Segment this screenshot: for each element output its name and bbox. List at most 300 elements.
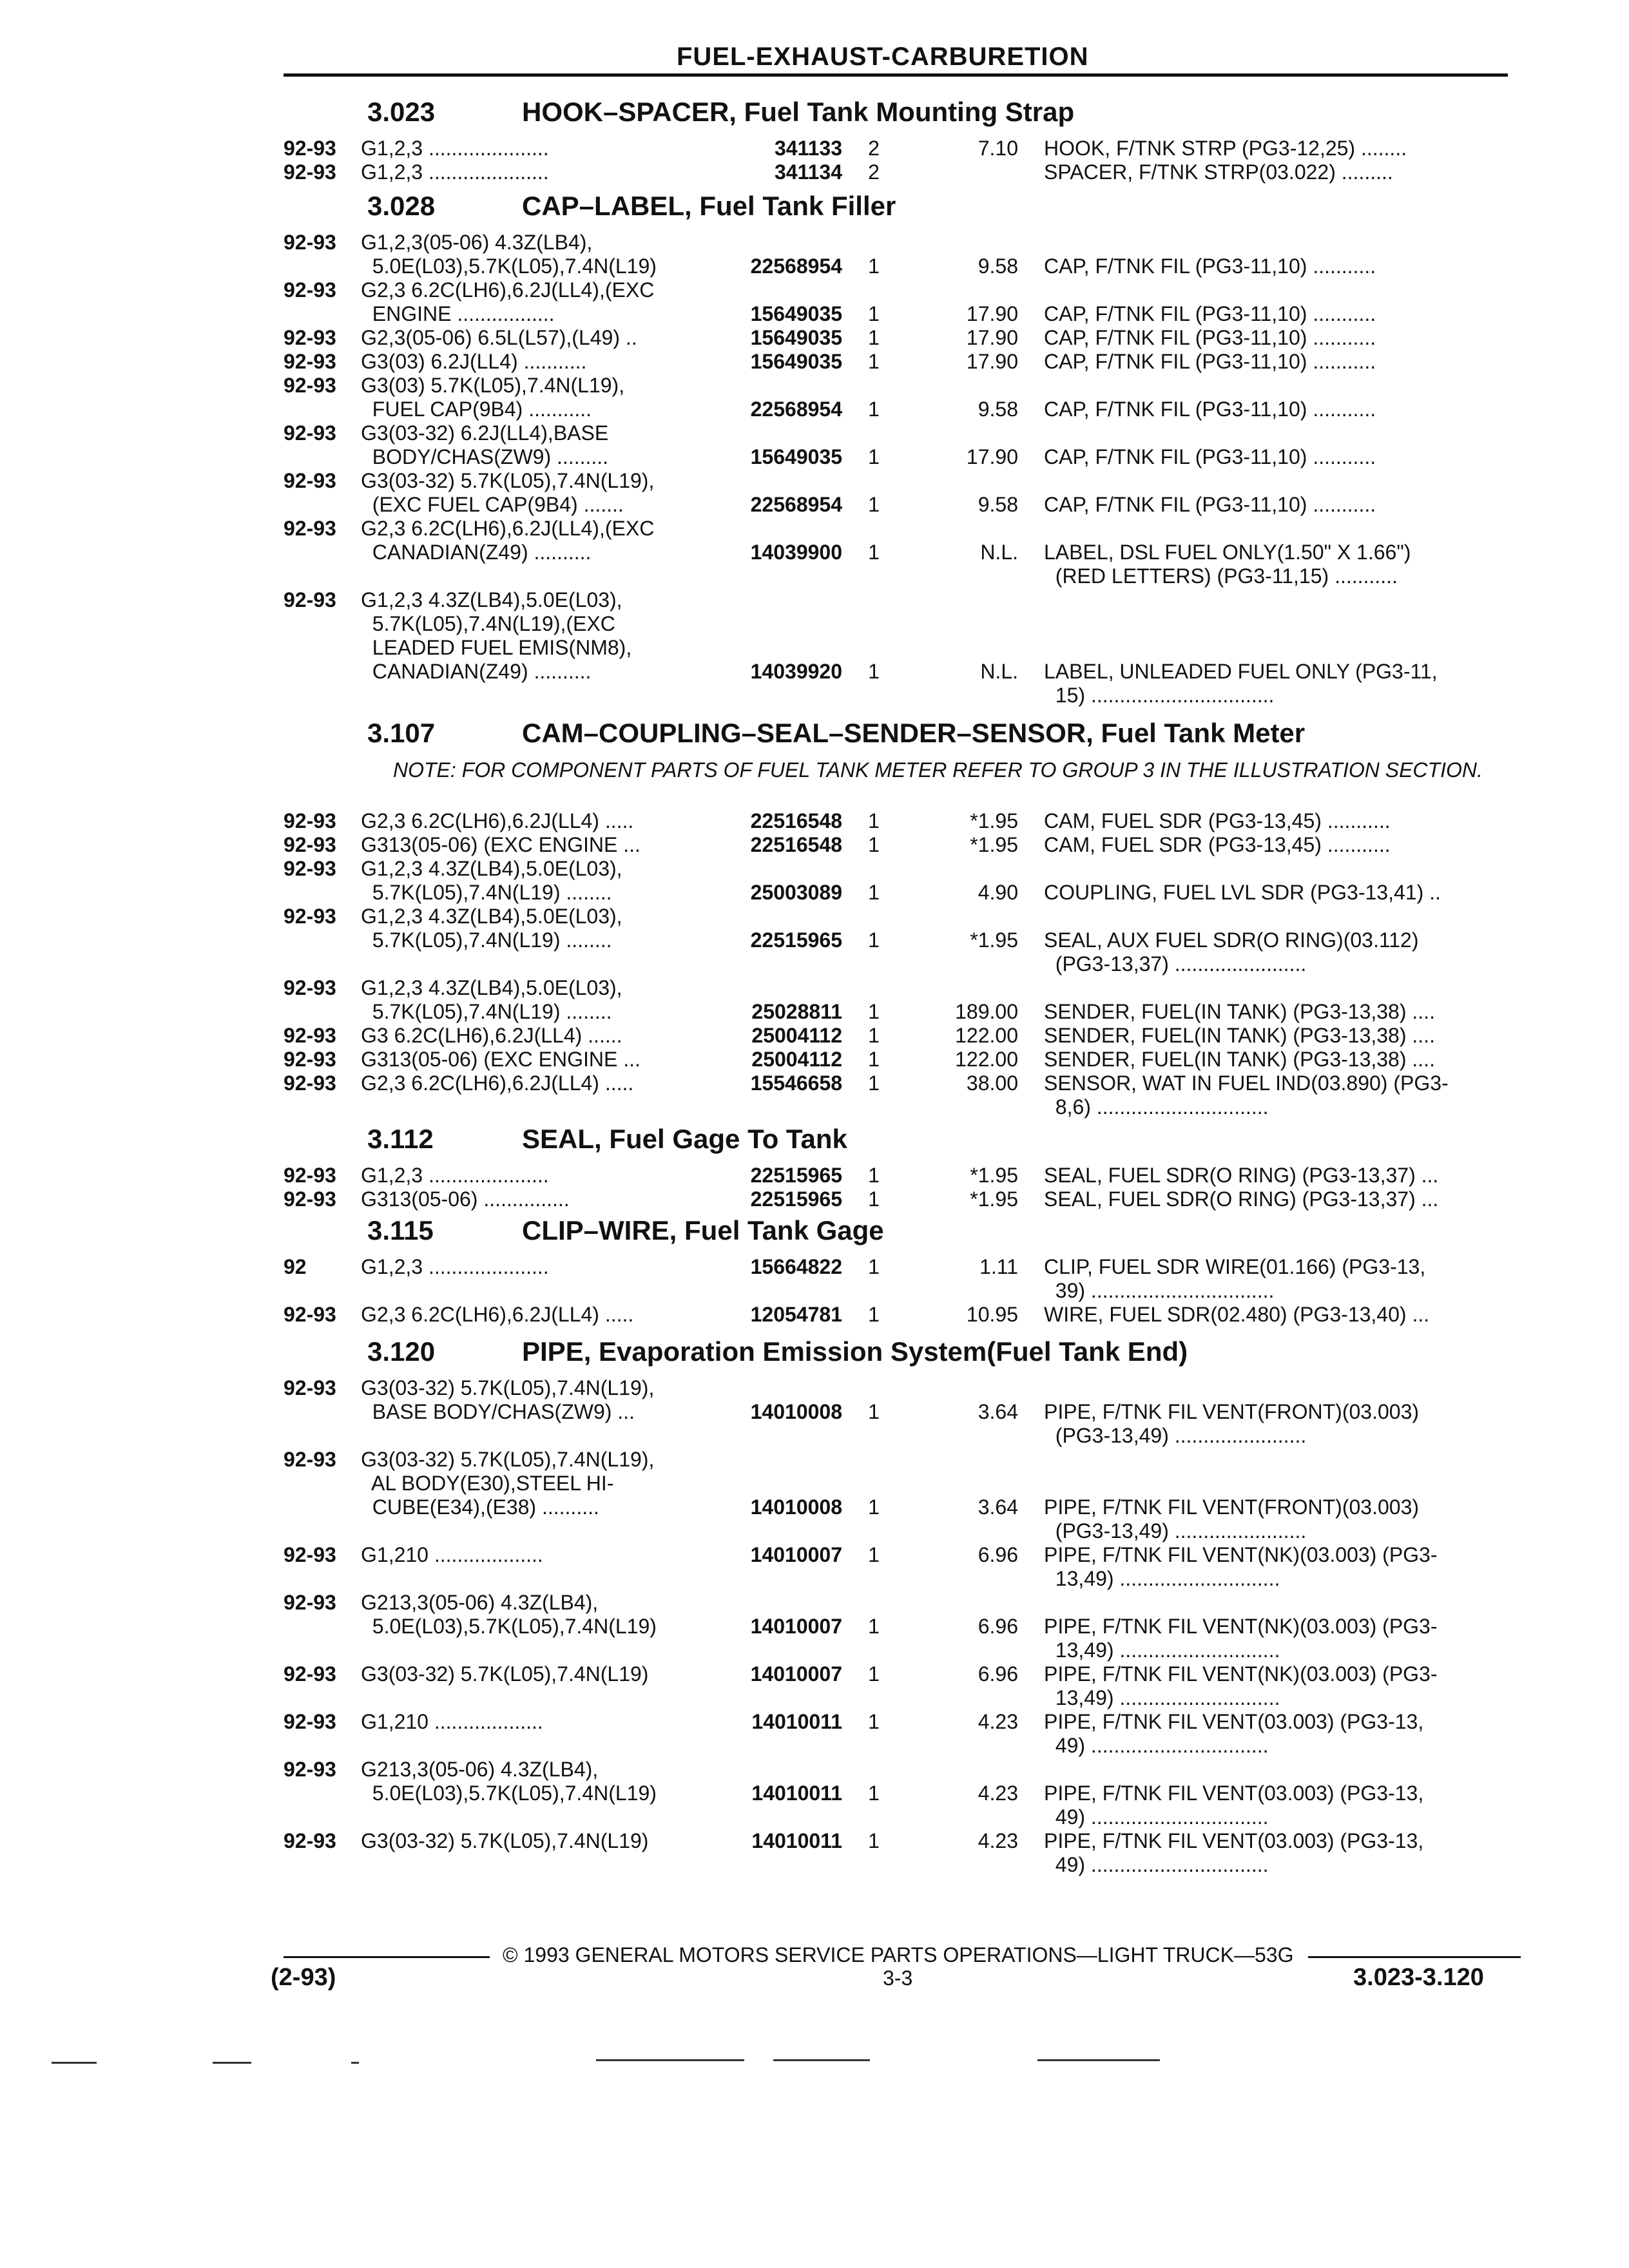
application-line: G1,2,3 ..................... (361, 1164, 549, 1187)
model-year: 92-93 (284, 857, 336, 880)
description (1044, 445, 1508, 469)
section-title: CAP–LABEL, Fuel Tank Filler (522, 191, 896, 221)
quantity: 1 (868, 1710, 880, 1733)
quantity: 1 (868, 445, 880, 468)
price: 4.23 (978, 1829, 1018, 1852)
application-line: G313(05-06) (EXC ENGINE ... (361, 833, 641, 856)
description (1044, 1255, 1508, 1303)
model-year: 92-93 (284, 1187, 336, 1211)
application-line: G2,3 6.2C(LH6),6.2J(LL4),(EXC (361, 517, 655, 540)
description (1044, 1662, 1508, 1710)
price: 17.90 (966, 326, 1018, 349)
description-line: SPACER, F/TNK STRP(03.022) ......... (1044, 160, 1393, 184)
quantity: 1 (868, 1024, 880, 1047)
part-row (0, 374, 1629, 421)
model-year: 92-93 (284, 137, 336, 160)
model-year: 92-93 (284, 1662, 336, 1686)
description (1044, 1495, 1508, 1543)
part-number: 14010007 (750, 1615, 842, 1638)
description (1044, 1048, 1508, 1072)
part-row (0, 137, 1629, 160)
price: 7.10 (978, 137, 1018, 160)
part-number: 15649035 (750, 302, 842, 325)
quantity: 1 (868, 1164, 880, 1187)
section-title: HOOK–SPACER, Fuel Tank Mounting Strap (522, 97, 1075, 127)
price: 9.58 (978, 398, 1018, 421)
quantity: 1 (868, 1495, 880, 1519)
price: 4.23 (978, 1710, 1018, 1733)
part-number: 341134 (774, 160, 842, 184)
description-line: LABEL, UNLEADED FUEL ONLY (PG3-11, (1044, 660, 1438, 683)
model-year: 92-93 (284, 160, 336, 184)
quantity: 1 (868, 541, 880, 564)
part-row (0, 1448, 1629, 1542)
description-line: PIPE, F/TNK FIL VENT(03.003) (PG3-13, (1044, 1710, 1424, 1733)
description-line: COUPLING, FUEL LVL SDR (PG3-13,41) .. (1044, 881, 1441, 904)
price: 6.96 (978, 1662, 1018, 1686)
part-number: 22515965 (750, 1164, 842, 1187)
quantity: 1 (868, 1400, 880, 1423)
description-line: (RED LETTERS) (PG3-11,15) ........... (1044, 564, 1398, 588)
model-year: 92-93 (284, 469, 336, 492)
part-number: 15546658 (750, 1072, 842, 1095)
section-number: 3.023 (367, 97, 436, 127)
quantity: 1 (868, 493, 880, 516)
part-number: 25004112 (751, 1048, 842, 1071)
description-line: 49) ............................... (1044, 1853, 1269, 1876)
description-line: CLIP, FUEL SDR WIRE(01.166) (PG3-13, (1044, 1255, 1426, 1278)
application-line: G1,2,3 ..................... (361, 1255, 549, 1278)
quantity: 1 (868, 1048, 880, 1071)
description-line: (PG3-13,37) ....................... (1044, 952, 1307, 975)
application-line: 5.7K(L05),7.4N(L19) ........ (361, 881, 612, 904)
quantity: 1 (868, 255, 880, 278)
quantity: 2 (868, 160, 880, 184)
section-title: SEAL, Fuel Gage To Tank (522, 1124, 847, 1154)
application (361, 469, 718, 517)
application (361, 809, 718, 833)
description (1044, 1615, 1508, 1662)
description (1044, 1829, 1508, 1877)
application-line: G1,2,3(05-06) 4.3Z(LB4), (361, 231, 593, 254)
application (361, 976, 718, 1024)
footer-copyright: © 1993 GENERAL MOTORS SERVICE PARTS OPERATIONS—LIGHT TRUCK—53G (503, 1943, 1294, 1966)
part-number: 22516548 (750, 833, 842, 856)
model-year: 92-93 (284, 278, 336, 302)
model-year: 92-93 (284, 1448, 336, 1471)
application (361, 1376, 718, 1424)
application-line: G3 6.2C(LH6),6.2J(LL4) ...... (361, 1024, 622, 1047)
model-year: 92-93 (284, 326, 336, 349)
part-row (0, 350, 1629, 374)
part-row (0, 857, 1629, 905)
description-line: PIPE, F/TNK FIL VENT(03.003) (PG3-13, (1044, 1782, 1424, 1805)
price: *1.95 (970, 1187, 1018, 1211)
description-line: PIPE, F/TNK FIL VENT(NK)(03.003) (PG3- (1044, 1543, 1438, 1566)
application-line: G2,3 6.2C(LH6),6.2J(LL4) ..... (361, 1303, 634, 1326)
application-line: G1,210 ................... (361, 1543, 543, 1566)
description-line: (PG3-13,49) ....................... (1044, 1519, 1307, 1542)
application-line: CANADIAN(Z49) .......... (361, 660, 592, 683)
price: *1.95 (970, 833, 1018, 856)
quantity: 1 (868, 1543, 880, 1566)
description (1044, 1072, 1508, 1119)
description-line: SENDER, FUEL(IN TANK) (PG3-13,38) .... (1044, 1000, 1435, 1023)
quantity: 1 (868, 1829, 880, 1852)
price: *1.95 (970, 1164, 1018, 1187)
description-line: SEAL, AUX FUEL SDR(O RING)(03.112) (1044, 928, 1419, 952)
part-number: 14010011 (751, 1782, 842, 1805)
model-year: 92-93 (284, 374, 336, 397)
quantity: 1 (868, 1782, 880, 1805)
price: 1.11 (979, 1255, 1018, 1278)
quantity: 1 (868, 833, 880, 856)
description (1044, 881, 1508, 905)
application-line: G3(03-32) 6.2J(LL4),BASE (361, 421, 609, 445)
part-number: 14010007 (750, 1662, 842, 1686)
description (1044, 1164, 1508, 1187)
description (1044, 1400, 1508, 1448)
application (361, 421, 718, 469)
description (1044, 1187, 1508, 1211)
price: 4.23 (978, 1782, 1018, 1805)
section-number: 3.028 (367, 191, 436, 221)
description (1044, 350, 1508, 374)
model-year: 92-93 (284, 833, 336, 856)
application (361, 588, 718, 684)
scan-mark (1037, 2059, 1160, 2061)
price: *1.95 (970, 809, 1018, 832)
description-line: 49) ............................... (1044, 1734, 1269, 1757)
description (1044, 326, 1508, 350)
model-year: 92-93 (284, 1164, 336, 1187)
application (361, 1543, 718, 1567)
part-row (0, 326, 1629, 350)
description-line: CAP, F/TNK FIL (PG3-11,10) ........... (1044, 302, 1376, 325)
model-year: 92-93 (284, 588, 336, 611)
model-year: 92-93 (284, 1072, 336, 1095)
application-line: G213,3(05-06) 4.3Z(LB4), (361, 1758, 599, 1781)
part-number: 25028811 (751, 1000, 842, 1023)
part-row (0, 278, 1629, 326)
model-year: 92-93 (284, 1591, 336, 1614)
description-line: CAM, FUEL SDR (PG3-13,45) ........... (1044, 809, 1391, 832)
part-row (0, 588, 1629, 707)
quantity: 1 (868, 881, 880, 904)
part-number: 22568954 (750, 255, 842, 278)
model-year: 92-93 (284, 1710, 336, 1733)
model-year: 92-93 (284, 1376, 336, 1399)
footer-page-number: 3-3 (883, 1966, 913, 1990)
part-number: 14010011 (751, 1710, 842, 1733)
application (361, 1829, 718, 1853)
part-row (0, 1829, 1629, 1877)
quantity: 1 (868, 928, 880, 952)
footer-rule-left (284, 1956, 490, 1958)
application-line: G2,3 6.2C(LH6),6.2J(LL4),(EXC (361, 278, 655, 302)
part-number: 25004112 (751, 1024, 842, 1047)
application-line: 5.7K(L05),7.4N(L19) ........ (361, 928, 612, 952)
quantity: 1 (868, 302, 880, 325)
description-line: SENDER, FUEL(IN TANK) (PG3-13,38) .... (1044, 1048, 1435, 1071)
application (361, 278, 718, 326)
application-line: (EXC FUEL CAP(9B4) ....... (361, 493, 624, 516)
description (1044, 833, 1508, 857)
application (361, 137, 718, 160)
application (361, 1591, 718, 1639)
part-row (0, 1164, 1629, 1187)
application (361, 326, 718, 350)
application (361, 1072, 718, 1095)
price: 9.58 (978, 255, 1018, 278)
application (361, 833, 718, 857)
description (1044, 398, 1508, 421)
application-line: G3(03-32) 5.7K(L05),7.4N(L19) (361, 1662, 649, 1686)
part-number: 15664822 (750, 1255, 842, 1278)
part-row (0, 1072, 1629, 1119)
description-line: SEAL, FUEL SDR(O RING) (PG3-13,37) ... (1044, 1187, 1439, 1211)
part-row (0, 1710, 1629, 1758)
quantity: 1 (868, 1072, 880, 1095)
scan-mark (213, 2062, 251, 2064)
scan-mark (596, 2059, 744, 2061)
application-line: G1,2,3 4.3Z(LB4),5.0E(L03), (361, 905, 622, 928)
description-line: SENDER, FUEL(IN TANK) (PG3-13,38) .... (1044, 1024, 1435, 1047)
part-number: 22515965 (750, 1187, 842, 1211)
description (1044, 928, 1508, 976)
footer-date: (2-93) (271, 1964, 336, 1991)
part-row (0, 905, 1629, 975)
part-row (0, 1048, 1629, 1072)
description-line: CAP, F/TNK FIL (PG3-11,10) ........... (1044, 350, 1376, 373)
price: 189.00 (955, 1000, 1018, 1023)
application (361, 1255, 718, 1279)
application (361, 374, 718, 421)
description (1044, 1543, 1508, 1591)
application-line: G2,3(05-06) 6.5L(L57),(L49) .. (361, 326, 637, 349)
application-line: BASE BODY/CHAS(ZW9) ... (361, 1400, 635, 1423)
application (361, 1662, 718, 1686)
part-number: 14039920 (750, 660, 842, 683)
application (361, 1048, 718, 1072)
part-row (0, 469, 1629, 517)
part-number: 22516548 (750, 809, 842, 832)
quantity: 2 (868, 137, 880, 160)
application-line: 5.7K(L05),7.4N(L19) ........ (361, 1000, 612, 1023)
part-number: 25003089 (750, 881, 842, 904)
application (361, 517, 718, 564)
part-number: 15649035 (750, 350, 842, 373)
price: 6.96 (978, 1543, 1018, 1566)
part-row (0, 1024, 1629, 1048)
header-rule (284, 73, 1508, 77)
price: 9.58 (978, 493, 1018, 516)
description-line: 8,6) .............................. (1044, 1095, 1269, 1119)
model-year: 92-93 (284, 1048, 336, 1071)
application-line: G313(05-06) (EXC ENGINE ... (361, 1048, 641, 1071)
application-line: G1,2,3 ..................... (361, 137, 549, 160)
part-row (0, 421, 1629, 469)
description-line: 49) ............................... (1044, 1805, 1269, 1829)
part-row (0, 1758, 1629, 1829)
section-note: NOTE: FOR COMPONENT PARTS OF FUEL TANK METER REFER TO GROUP 3 IN THE ILLUSTRATION SECTION. (393, 758, 1483, 782)
description-line: CAP, F/TNK FIL (PG3-11,10) ........... (1044, 255, 1376, 278)
price: 17.90 (966, 445, 1018, 468)
application (361, 231, 718, 278)
quantity: 1 (868, 326, 880, 349)
application-line: G3(03-32) 5.7K(L05),7.4N(L19) (361, 1829, 649, 1852)
application (361, 350, 718, 374)
part-number: 14010007 (750, 1543, 842, 1566)
description-line: PIPE, F/TNK FIL VENT(NK)(03.003) (PG3- (1044, 1662, 1438, 1686)
part-number: 22515965 (750, 928, 842, 952)
description-line: 13,49) ............................ (1044, 1639, 1280, 1662)
part-number: 14010011 (751, 1829, 842, 1852)
description-line: PIPE, F/TNK FIL VENT(03.003) (PG3-13, (1044, 1829, 1424, 1852)
model-year: 92-93 (284, 231, 336, 254)
model-year: 92-93 (284, 1303, 336, 1326)
description-line: 13,49) ............................ (1044, 1567, 1280, 1590)
application-line: 5.0E(L03),5.7K(L05),7.4N(L19) (361, 255, 657, 278)
scan-mark (773, 2059, 870, 2061)
part-number: 14010008 (750, 1400, 842, 1423)
quantity: 1 (868, 660, 880, 683)
description (1044, 160, 1508, 184)
part-number: 12054781 (750, 1303, 842, 1326)
description (1044, 1000, 1508, 1024)
price: 122.00 (955, 1048, 1018, 1071)
part-number: 15649035 (750, 445, 842, 468)
application-line: G213,3(05-06) 4.3Z(LB4), (361, 1591, 599, 1614)
part-row (0, 1376, 1629, 1447)
quantity: 1 (868, 1000, 880, 1023)
part-row (0, 809, 1629, 833)
description-line: PIPE, F/TNK FIL VENT(FRONT)(03.003) (1044, 1400, 1420, 1423)
part-row (0, 1187, 1629, 1211)
application-line: G2,3 6.2C(LH6),6.2J(LL4) ..... (361, 809, 634, 832)
model-year: 92-93 (284, 976, 336, 999)
application-line: G3(03-32) 5.7K(L05),7.4N(L19), (361, 1448, 655, 1471)
price: 6.96 (978, 1615, 1018, 1638)
application-line: G1,210 ................... (361, 1710, 543, 1733)
price: 17.90 (966, 302, 1018, 325)
application (361, 1187, 718, 1211)
part-row (0, 1255, 1629, 1303)
application (361, 1710, 718, 1734)
description-line: SENSOR, WAT IN FUEL IND(03.890) (PG3- (1044, 1072, 1449, 1095)
description-line: WIRE, FUEL SDR(02.480) (PG3-13,40) ... (1044, 1303, 1430, 1326)
price: 3.64 (978, 1400, 1018, 1423)
section-title: CAM–COUPLING–SEAL–SENDER–SENSOR, Fuel Tank Meter (522, 718, 1306, 748)
application-line: FUEL CAP(9B4) ........... (361, 398, 592, 421)
description (1044, 1303, 1508, 1327)
section-number: 3.107 (367, 718, 436, 748)
model-year: 92-93 (284, 809, 336, 832)
section-number: 3.112 (367, 1124, 434, 1154)
part-row (0, 1591, 1629, 1662)
application (361, 1303, 718, 1327)
part-row (0, 1303, 1629, 1327)
description (1044, 1024, 1508, 1048)
price: 4.90 (978, 881, 1018, 904)
section-number: 3.115 (367, 1215, 434, 1245)
model-year: 92-93 (284, 905, 336, 928)
description-line: PIPE, F/TNK FIL VENT(NK)(03.003) (PG3- (1044, 1615, 1438, 1638)
description-line: 13,49) ............................ (1044, 1686, 1280, 1709)
section-title: CLIP–WIRE, Fuel Tank Gage (522, 1215, 884, 1245)
application-line: CANADIAN(Z49) .......... (361, 541, 592, 564)
part-row (0, 231, 1629, 278)
model-year: 92-93 (284, 1024, 336, 1047)
quantity: 1 (868, 809, 880, 832)
quantity: 1 (868, 1615, 880, 1638)
application-line: G1,2,3 4.3Z(LB4),5.0E(L03), (361, 857, 622, 880)
description-line: LABEL, DSL FUEL ONLY(1.50" X 1.66") (1044, 541, 1411, 564)
model-year: 92-93 (284, 421, 336, 445)
part-number: 341133 (774, 137, 842, 160)
application (361, 857, 718, 905)
part-number: 15649035 (750, 326, 842, 349)
application-line: G3(03) 6.2J(LL4) ........... (361, 350, 587, 373)
description (1044, 255, 1508, 278)
application (361, 905, 718, 952)
application-line: G1,2,3 ..................... (361, 160, 549, 184)
description-line: PIPE, F/TNK FIL VENT(FRONT)(03.003) (1044, 1495, 1420, 1519)
part-row (0, 976, 1629, 1024)
description-line: 39) ................................ (1044, 1279, 1275, 1302)
description-line: CAM, FUEL SDR (PG3-13,45) ........... (1044, 833, 1391, 856)
part-row (0, 160, 1629, 184)
description-line: CAP, F/TNK FIL (PG3-11,10) ........... (1044, 493, 1376, 516)
part-row (0, 1662, 1629, 1710)
price: N.L. (980, 660, 1018, 683)
page-header-title: FUEL-EXHAUST-CARBURETION (677, 43, 1089, 71)
description (1044, 541, 1508, 588)
footer-section-range: 3.023-3.120 (1353, 1964, 1484, 1991)
section-title: PIPE, Evaporation Emission System(Fuel Tank End) (522, 1336, 1188, 1367)
price: 17.90 (966, 350, 1018, 373)
quantity: 1 (868, 1662, 880, 1686)
application-line: G3(03-32) 5.7K(L05),7.4N(L19), (361, 1376, 655, 1399)
part-row (0, 1543, 1629, 1591)
scan-mark (52, 2062, 97, 2064)
application-line: LEADED FUEL EMIS(NM8), (361, 636, 632, 659)
application (361, 1024, 718, 1048)
description-line: SEAL, FUEL SDR(O RING) (PG3-13,37) ... (1044, 1164, 1439, 1187)
model-year: 92-93 (284, 1543, 336, 1566)
application-line: 5.7K(L05),7.4N(L19),(EXC (361, 612, 615, 635)
application-line: ENGINE ................. (361, 302, 555, 325)
application-line: G3(03) 5.7K(L05),7.4N(L19), (361, 374, 625, 397)
description (1044, 660, 1508, 707)
application-line: G1,2,3 4.3Z(LB4),5.0E(L03), (361, 976, 622, 999)
part-number: 14010008 (750, 1495, 842, 1519)
description (1044, 809, 1508, 833)
price: 122.00 (955, 1024, 1018, 1047)
price: 10.95 (966, 1303, 1018, 1326)
application-line: G3(03-32) 5.7K(L05),7.4N(L19), (361, 469, 655, 492)
description-line: CAP, F/TNK FIL (PG3-11,10) ........... (1044, 445, 1376, 468)
price: 38.00 (966, 1072, 1018, 1095)
section-number: 3.120 (367, 1336, 436, 1367)
quantity: 1 (868, 1303, 880, 1326)
application (361, 1448, 718, 1519)
quantity: 1 (868, 398, 880, 421)
description (1044, 302, 1508, 326)
model-year: 92-93 (284, 1758, 336, 1781)
application-line: G2,3 6.2C(LH6),6.2J(LL4) ..... (361, 1072, 634, 1095)
model-year: 92-93 (284, 1829, 336, 1852)
